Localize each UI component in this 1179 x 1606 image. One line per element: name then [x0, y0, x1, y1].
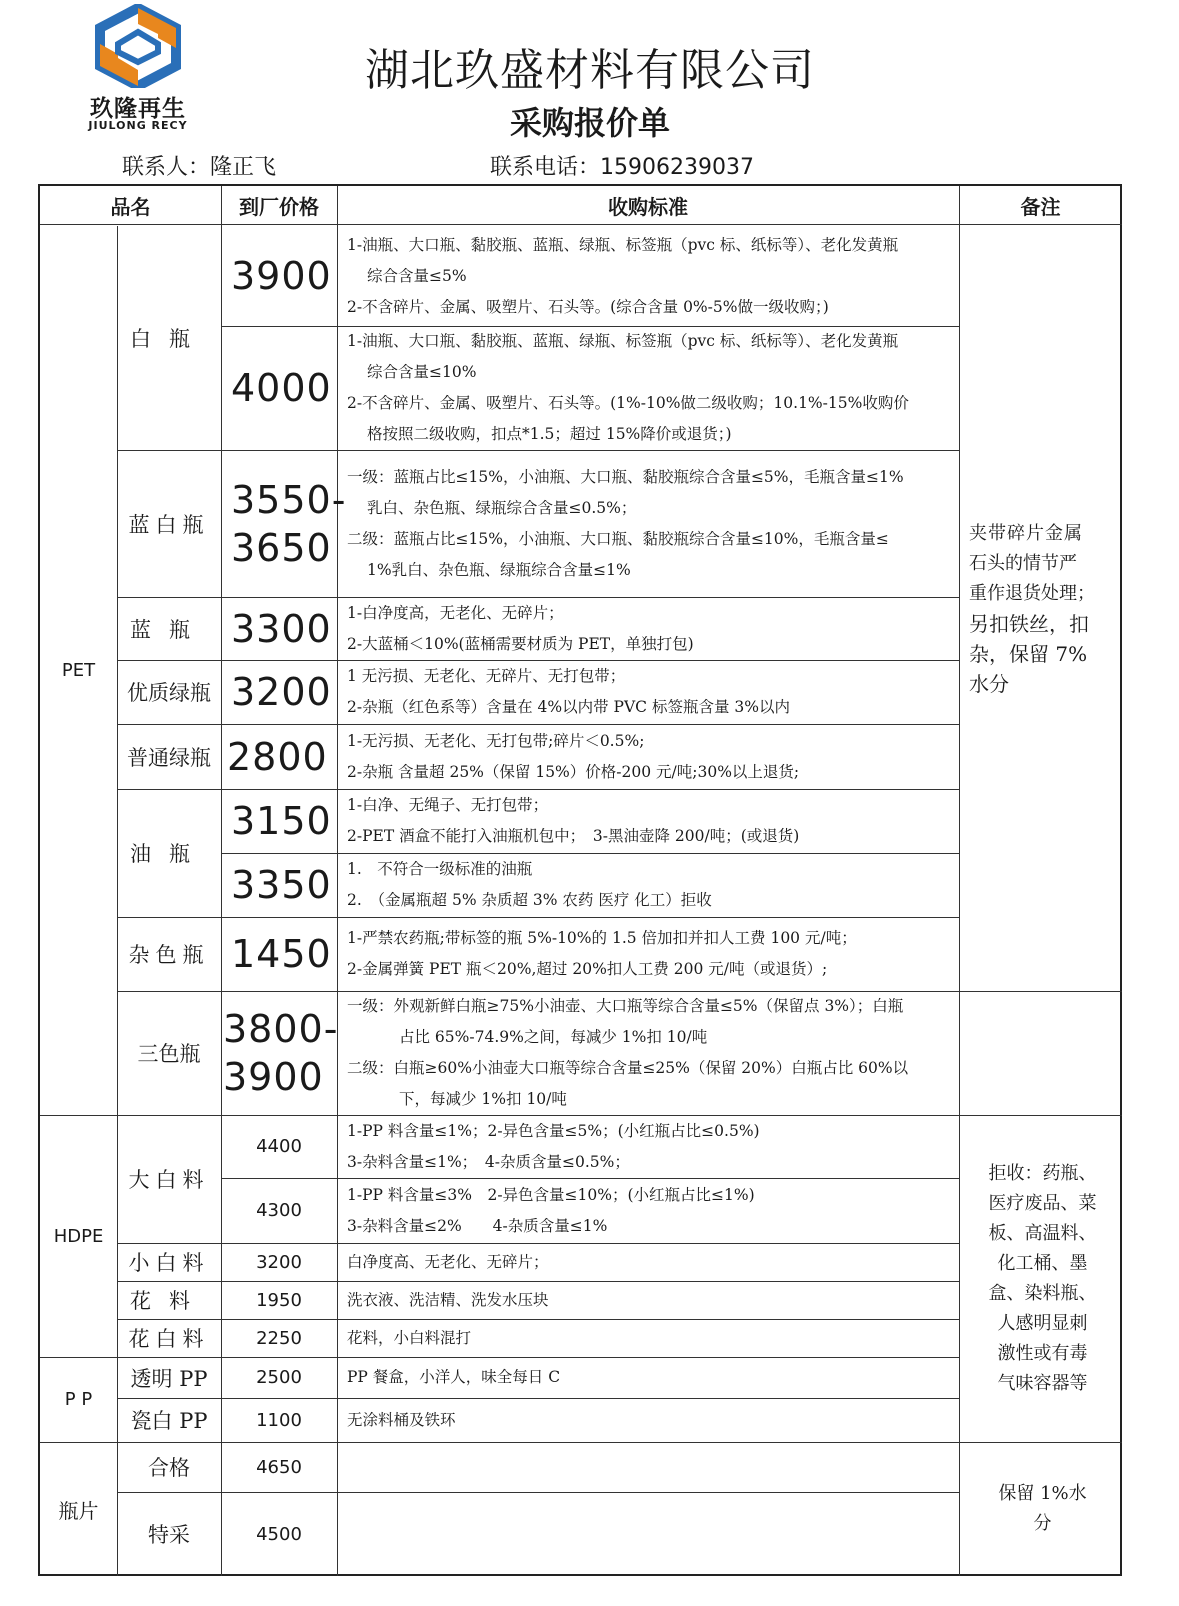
logo-text: 玖隆再生 — [90, 96, 186, 122]
name-qualified: 合格 — [148, 1456, 190, 1480]
standard-white-1 — [337, 226, 959, 326]
name-big-white: 大白料 — [128, 1168, 210, 1192]
name-special: 特采 — [148, 1523, 190, 1547]
note-line: 气味容器等 — [997, 1372, 1088, 1394]
standard-line: 二级：白瓶≥60%小油壶大口瓶等综合含量≤25%（保留 20%）白瓶占比 60%以 — [347, 1059, 909, 1077]
price-white-1: 3900 — [231, 254, 332, 298]
price-oil-1: 3150 — [231, 799, 332, 843]
company-name: 湖北玖盛材料有限公司 — [365, 45, 815, 96]
standard-line: 1-无污损、无老化、无打包带;碎片＜0.5%; — [347, 731, 645, 750]
standard-line: 1-PP 料含量≤1%；2-异色含量≤5%；(小红瓶占比≤0.5%) — [347, 1121, 760, 1140]
standard-line: 综合含量≤5% — [367, 266, 467, 285]
standard-line: 下，每减少 1%扣 10/吨 — [399, 1090, 567, 1108]
standard-flower: 洗衣液、洗洁精、洗发水压块 — [347, 1290, 549, 1309]
price-big-white-1: 4400 — [256, 1136, 302, 1157]
standard-flake-empty — [337, 1442, 959, 1576]
phone-number: 15906239037 — [600, 155, 754, 180]
note-line: 化工桶、墨 — [997, 1252, 1088, 1274]
category-pet: PET — [61, 660, 96, 681]
standard-blue — [337, 597, 959, 660]
phone-label: 联系电话： — [490, 155, 601, 180]
contact-person: 联系人：隆正飞 — [122, 155, 277, 180]
price-tricolor-high: 3900 — [223, 1055, 324, 1099]
price-blue-white-low: 3550- — [231, 477, 347, 522]
note-line: 分 — [1033, 1513, 1052, 1534]
name-blue-white: 蓝白瓶 — [128, 512, 210, 537]
name-green-std: 普通绿瓶 — [127, 745, 211, 770]
standard-line: 2-不含碎片、金属、吸塑片、石头等。(综合含量 0%-5%做一级收购；) — [347, 297, 829, 316]
standard-big-white-1 — [337, 1115, 959, 1178]
standard-flower-white: 花料，小白料混打 — [347, 1328, 472, 1347]
name-flower-white: 花白料 — [128, 1327, 210, 1351]
category-pp: P P — [64, 1389, 93, 1410]
standard-line: 1-严禁农药瓶;带标签的瓶 5%-10%的 1.5 倍加扣并扣人工费 100 元/吨； — [347, 929, 857, 947]
name-flower: 花料 — [130, 1289, 208, 1313]
standard-line: 2-PET 酒盒不能打入油瓶机包中； 3-黑油壶降 200/吨；(或退货) — [347, 827, 800, 845]
standard-small-white: 白净度高、无老化、无碎片； — [347, 1252, 549, 1271]
price-green-hq: 3200 — [231, 670, 332, 714]
standard-white-2 — [337, 326, 959, 450]
note-line: 人感明显刺 — [997, 1312, 1088, 1334]
note-line: 另扣铁丝，扣 — [969, 611, 1089, 636]
standard-oil-2 — [337, 853, 959, 917]
note-hdpe-pp — [959, 1115, 1122, 1442]
header-price: 到厂价格 — [239, 194, 319, 219]
note-line: 激性或有毒 — [997, 1342, 1088, 1364]
standard-line: 2-不含碎片、金属、吸塑片、石头等。(1%-10%做二级收购；10.1%-15%收购价 — [347, 394, 909, 412]
standard-line: 1-油瓶、大口瓶、黏胶瓶、蓝瓶、绿瓶、标签瓶（pvc 标、纸标等）、老化发黄瓶 — [347, 235, 899, 254]
price-green-std: 2800 — [227, 734, 328, 779]
name-clear-pp: 透明 PP — [130, 1366, 208, 1391]
note-line: 保留 1%水 — [998, 1483, 1087, 1504]
name-white: 白瓶 — [130, 327, 208, 351]
standard-blue-white — [337, 450, 959, 597]
price-table — [38, 184, 1122, 1576]
standard-line: 1 无污损、无老化、无碎片、无打包带； — [347, 667, 626, 685]
name-blue: 蓝瓶 — [130, 617, 208, 642]
standard-line: 1. 不符合一级标准的油瓶 — [347, 860, 533, 878]
contact-phone — [490, 150, 754, 181]
note-line: 水分 — [969, 671, 1009, 696]
standard-line: 2. （金属瓶超 5% 杂质超 3% 农药 医疗 化工）拒收 — [347, 891, 712, 909]
note-line: 拒收：药瓶、 — [988, 1162, 1097, 1184]
standard-line: 1-白净度高，无老化、无碎片； — [347, 603, 564, 622]
standard-line: 3-杂料含量≤2% 4-杂质含量≤1% — [347, 1216, 608, 1235]
logo-subtext: JIULONG RECY — [88, 119, 188, 132]
price-tricolor-low: 3800- — [223, 1007, 339, 1051]
hexagon-logo-icon — [88, 4, 188, 88]
standard-line: 一级：蓝瓶占比≤15%，小油瓶、大口瓶、黏胶瓶综合含量≤5%，毛瓶含量≤1% — [347, 467, 904, 486]
price-small-white: 3200 — [256, 1251, 302, 1273]
standard-green-std — [337, 724, 959, 789]
price-big-white-2: 4300 — [256, 1200, 302, 1221]
note-flake — [959, 1442, 1122, 1576]
standard-line: 一级：外观新鲜白瓶≥75%小油壶、大口瓶等综合含量≤5%（保留点 3%）；白瓶 — [347, 997, 904, 1015]
document-title: 采购报价单 — [509, 104, 670, 142]
note-line: 杂，保留 7% — [969, 641, 1088, 666]
header-standard: 收购标准 — [608, 194, 688, 219]
header-note: 备注 — [1020, 194, 1061, 219]
note-tricolor-empty — [959, 991, 1122, 1115]
name-small-white: 小白料 — [128, 1251, 210, 1275]
standard-line: 2-杂瓶（红色系等）含量在 4%以内带 PVC 标签瓶含量 3%以内 — [347, 698, 790, 716]
name-porcelain-pp: 瓷白 PP — [130, 1409, 208, 1433]
note-line: 板、高温料、 — [988, 1222, 1097, 1244]
note-line: 石头的情节严 — [969, 552, 1077, 574]
price-qualified: 4650 — [256, 1456, 302, 1478]
price-oil-2: 3350 — [231, 863, 332, 907]
standard-line: 2-杂瓶 含量超 25%（保留 15%）价格-200 元/吨;30%以上退货; — [347, 762, 800, 781]
price-blue: 3300 — [231, 606, 332, 651]
note-line: 重作退货处理； — [969, 582, 1095, 604]
note-pet — [959, 226, 1122, 991]
standard-line: 格按照二级收购，扣点*1.5；超过 15%降价或退货；) — [367, 425, 732, 443]
category-flake: 瓶片 — [58, 1498, 99, 1523]
standard-tricolor — [337, 991, 959, 1115]
name-tricolor: 三色瓶 — [137, 1042, 201, 1066]
standard-line: 1-白净、无绳子、无打包带； — [347, 796, 549, 814]
standard-line: 乳白、杂色瓶、绿瓶综合含量≤0.5%； — [367, 498, 637, 517]
price-blue-white — [221, 450, 347, 597]
price-tricolor — [221, 991, 337, 1115]
standard-mixed — [337, 917, 959, 991]
price-clear-pp: 2500 — [256, 1367, 302, 1388]
price-special: 4500 — [256, 1523, 302, 1545]
category-hdpe: HDPE — [53, 1225, 104, 1247]
standard-line: 1-油瓶、大口瓶、黏胶瓶、蓝瓶、绿瓶、标签瓶（pvc 标、纸标等）、老化发黄瓶 — [347, 332, 899, 350]
header-name: 品名 — [110, 194, 151, 219]
standard-line: 2-大蓝桶＜10%(蓝桶需要材质为 PET，单独打包) — [347, 634, 694, 653]
price-mixed: 1450 — [231, 932, 332, 976]
standard-line: 3-杂料含量≤1%； 4-杂质含量≤0.5%； — [347, 1152, 630, 1171]
price-flower: 1950 — [256, 1289, 302, 1311]
price-flower-white: 2250 — [256, 1327, 302, 1349]
standard-line: 1-PP 料含量≤3% 2-异色含量≤10%；(小红瓶占比≤1%) — [347, 1185, 755, 1204]
name-mixed: 杂色瓶 — [128, 943, 210, 967]
company-logo — [78, 4, 198, 134]
standard-line: 占比 65%-74.9%之间，每减少 1%扣 10/吨 — [399, 1028, 708, 1046]
name-oil: 油瓶 — [130, 842, 208, 866]
standard-line: 二级：蓝瓶占比≤15%，小油瓶、大口瓶、黏胶瓶综合含量≤10%，毛瓶含量≤ — [347, 529, 889, 548]
note-line: 夹带碎片金属 — [969, 522, 1083, 544]
name-green-hq: 优质绿瓶 — [127, 681, 211, 705]
standard-line: 1%乳白、杂色瓶、绿瓶综合含量≤1% — [367, 560, 631, 579]
standard-line: 综合含量≤10% — [367, 363, 477, 381]
price-white-2: 4000 — [231, 366, 332, 410]
standard-clear-pp: PP 餐盒，小洋人，味全每日 C — [347, 1368, 561, 1386]
standard-porcelain-pp: 无涂料桶及铁环 — [347, 1410, 456, 1429]
note-line: 医疗废品、菜 — [988, 1192, 1097, 1214]
standard-green-hq — [337, 660, 959, 724]
standard-oil-1 — [337, 789, 959, 853]
standard-big-white-2 — [337, 1178, 959, 1243]
standard-line: 2-金属弹簧 PET 瓶＜20%,超过 20%扣人工费 200 元/吨（或退货）; — [347, 960, 828, 978]
note-line: 盒、染料瓶、 — [988, 1282, 1097, 1304]
price-blue-white-high: 3650 — [231, 525, 332, 570]
price-porcelain-pp: 1100 — [256, 1409, 302, 1431]
